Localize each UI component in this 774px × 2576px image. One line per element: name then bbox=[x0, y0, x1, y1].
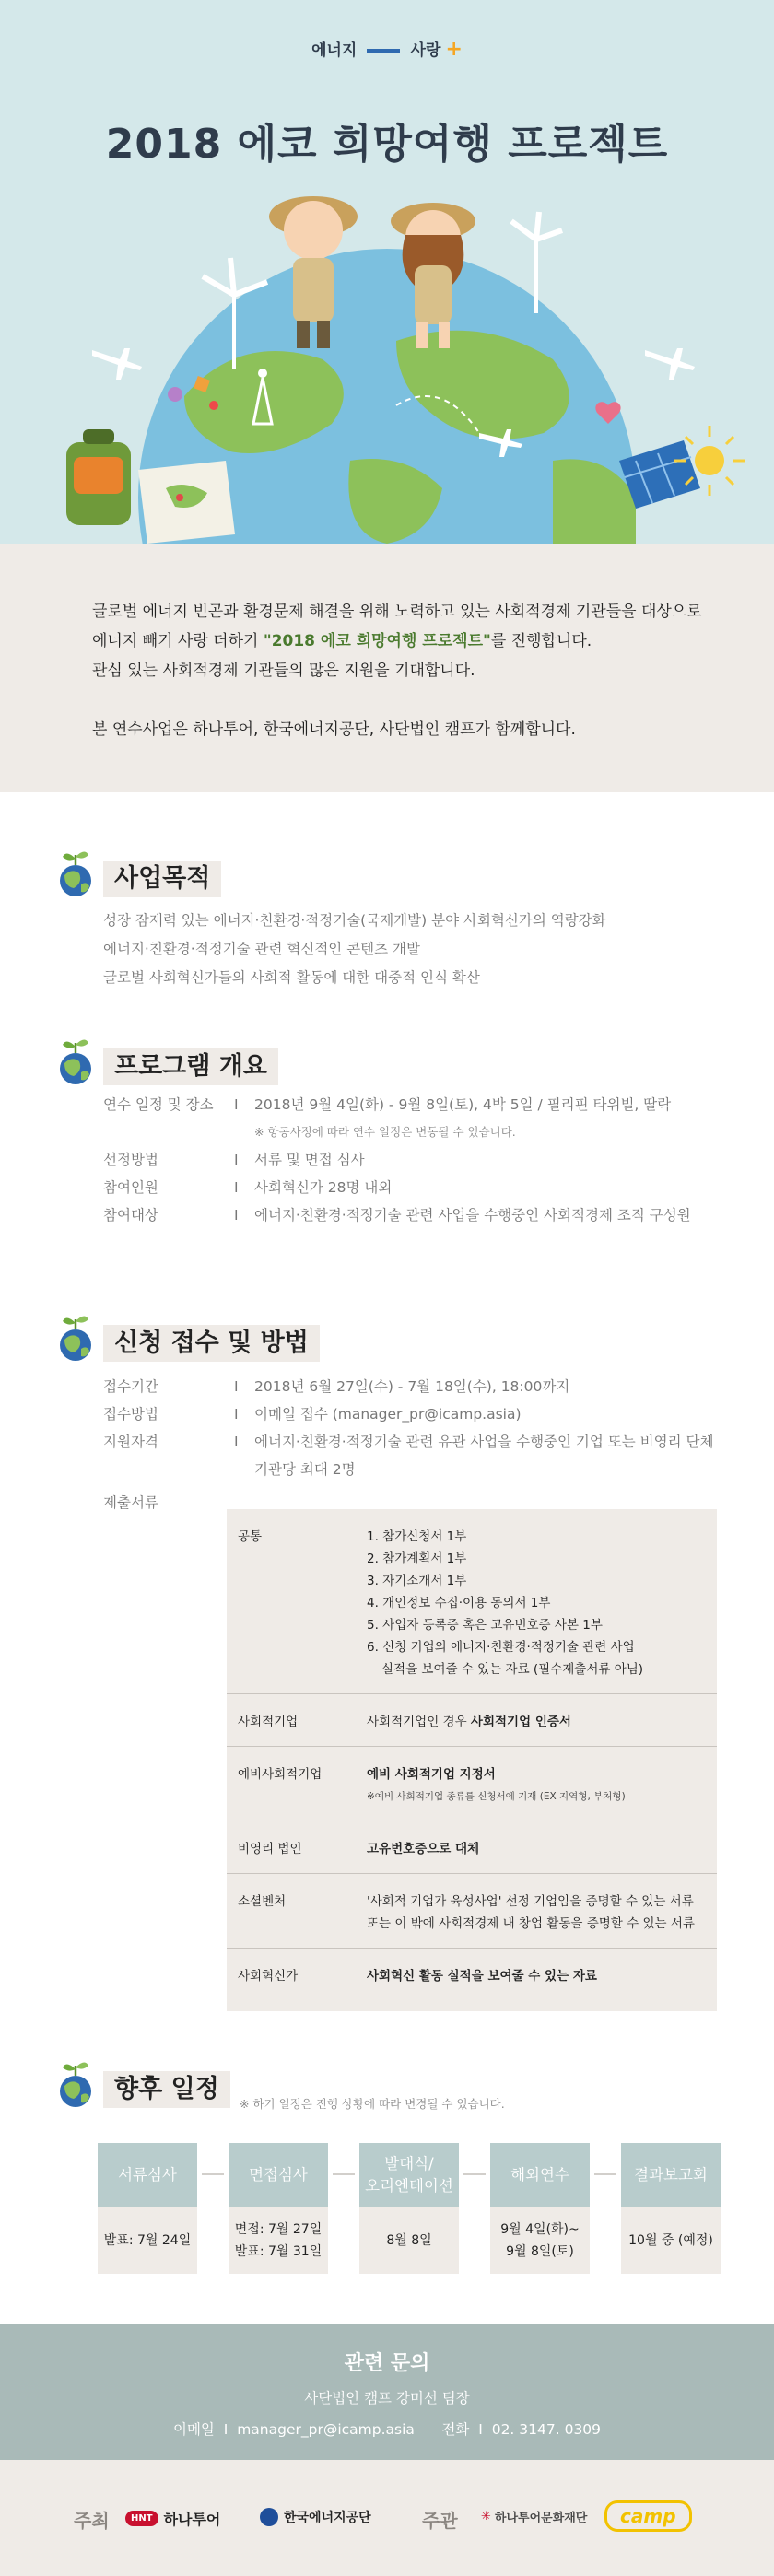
table-row bbox=[227, 1821, 717, 1873]
info-key: 참여인원 bbox=[103, 1179, 158, 1196]
email-link[interactable]: manager_pr@icamp.asia bbox=[237, 2421, 415, 2438]
contact-person: 사단법인 캠프 강미선 팀장 bbox=[304, 2390, 470, 2406]
list-item: 1. 참가신청서 1부 bbox=[367, 1529, 467, 1544]
step-date: 10월 중 (예정) bbox=[621, 2207, 721, 2274]
info-key bbox=[103, 1118, 234, 1146]
info-value: 이메일 접수 (manager_pr@icamp.asia) bbox=[254, 1406, 522, 1423]
phone-number[interactable]: 02. 3147. 0309 bbox=[491, 2421, 602, 2438]
info-value: 2018년 6월 27일(수) - 7월 18일(수), 18:00까지 bbox=[254, 1378, 570, 1395]
footer-sponsors bbox=[0, 2460, 774, 2576]
step-date: 9월 4일(화)~ 9월 8일(토) bbox=[490, 2207, 590, 2274]
energy-agency-logo: 한국에너지공단 bbox=[260, 2508, 371, 2526]
section-title: 프로그램 개요 bbox=[103, 1048, 278, 1085]
doc-requirement bbox=[367, 1509, 717, 1693]
info-value: 기관당 최대 2명 bbox=[254, 1461, 356, 1478]
info-key: 접수방법 bbox=[103, 1406, 158, 1423]
step-title: 발대식/ 오리엔테이션 bbox=[359, 2143, 459, 2207]
info-row bbox=[103, 1456, 770, 1483]
step-title: 서류심사 bbox=[98, 2143, 197, 2207]
doc-requirement bbox=[367, 1694, 717, 1746]
schedule-step bbox=[98, 2143, 197, 2274]
table-row bbox=[227, 1873, 717, 1948]
intro-section bbox=[0, 544, 774, 792]
schedule-step bbox=[621, 2143, 721, 2274]
backpack-icon bbox=[66, 429, 131, 525]
info-row bbox=[103, 1400, 770, 1428]
doc-type: 소셜벤처 bbox=[238, 1894, 287, 1909]
list-item: 5. 사업자 등록증 혹은 고유번호증 사본 1부 bbox=[367, 1618, 603, 1633]
contact-title: 관련 문의 bbox=[344, 2352, 430, 2375]
hero-illustration bbox=[0, 184, 774, 544]
airplane-icon bbox=[92, 348, 142, 380]
table-row bbox=[227, 1509, 717, 1693]
intro-line: 관심 있는 사회적경제 기관들의 많은 지원을 기대합니다. bbox=[92, 662, 475, 680]
list-item: 3. 자기소개서 1부 bbox=[367, 1574, 467, 1588]
info-row bbox=[103, 1428, 770, 1456]
info-key bbox=[103, 1456, 234, 1483]
email-label: 이메일 bbox=[172, 2421, 215, 2438]
apply-section bbox=[0, 1312, 774, 2012]
logo-love-text: 사랑 bbox=[410, 41, 441, 60]
info-separator: I bbox=[234, 1406, 239, 1423]
table-row bbox=[227, 1746, 717, 1821]
purpose-section bbox=[0, 848, 774, 995]
hanatour-foundation-logo: ✳ 하나투어문화재단 bbox=[481, 2510, 588, 2525]
contact-details: 이메일 I manager_pr@icamp.asia 전화 I 02. 3147. 0309 bbox=[172, 2421, 602, 2438]
info-separator: I bbox=[234, 1434, 239, 1450]
hnt-badge: HNT bbox=[125, 2511, 158, 2526]
step-date: 8월 8일 bbox=[359, 2207, 459, 2274]
list-item: 글로벌 사회혁신가들의 사회적 활동에 대한 대중적 인식 확산 bbox=[103, 969, 480, 986]
section-title: 사업목적 bbox=[103, 861, 221, 897]
info-note: ※ 항공사정에 따라 연수 일정은 변동될 수 있습니다. bbox=[254, 1125, 516, 1139]
globe-sprout-icon bbox=[55, 848, 96, 899]
doc-text: 또는 이 밖에 사회적경제 내 창업 활동을 증명할 수 있는 서류 bbox=[367, 1916, 695, 1931]
hero-banner bbox=[0, 0, 774, 544]
doc-text: '사회적 기업가 육성사업' 선정 기업임을 증명할 수 있는 서류 bbox=[367, 1894, 694, 1909]
step-connector bbox=[202, 2173, 224, 2175]
campaign-logo bbox=[0, 37, 774, 61]
step-date: 발표: 7월 24일 bbox=[98, 2207, 197, 2274]
globe-sprout-icon bbox=[55, 2058, 96, 2110]
info-row bbox=[103, 1146, 733, 1174]
intro-line: 본 연수사업은 하나투어, 한국에너지공단, 사단법인 캠프가 함께합니다. bbox=[92, 720, 576, 739]
info-value: 사회혁신가 28명 내외 bbox=[254, 1179, 393, 1196]
info-separator: I bbox=[234, 1207, 239, 1224]
info-value: 서류 및 면접 심사 bbox=[254, 1152, 365, 1168]
schedule-section bbox=[0, 2058, 774, 2270]
hanatour-logo: HNT 하나투어 bbox=[125, 2508, 220, 2529]
info-separator: I bbox=[234, 1152, 239, 1168]
doc-requirement bbox=[367, 1747, 717, 1821]
step-connector bbox=[463, 2173, 486, 2175]
documents-table bbox=[227, 1509, 717, 2011]
table-row bbox=[227, 1693, 717, 1746]
info-key: 접수기간 bbox=[103, 1378, 158, 1395]
info-row bbox=[103, 1373, 770, 1400]
info-key: 제출서류 bbox=[103, 1494, 158, 1511]
doc-type: 사회적기업 bbox=[238, 1715, 299, 1729]
intro-text: 를 진행합니다. bbox=[490, 632, 592, 650]
purpose-list bbox=[103, 907, 606, 992]
schedule-step bbox=[490, 2143, 590, 2274]
dot-icon bbox=[209, 401, 218, 410]
step-date: 면접: 7월 27일 발표: 7월 31일 bbox=[229, 2207, 328, 2274]
program-info-table bbox=[103, 1091, 733, 1229]
camp-logo: camp bbox=[604, 2500, 692, 2532]
map-icon bbox=[138, 461, 235, 544]
foundation-mark-icon: ✳ bbox=[481, 2510, 491, 2523]
logo-energy-text: 에너지 bbox=[311, 41, 358, 60]
info-row bbox=[103, 1201, 733, 1229]
list-item: 4. 개인정보 수집·이용 동의서 1부 bbox=[367, 1596, 551, 1610]
section-title: 향후 일정 bbox=[103, 2071, 230, 2108]
airplane-icon bbox=[645, 348, 695, 380]
step-title: 면접심사 bbox=[229, 2143, 328, 2207]
energy-agency-emblem-icon bbox=[260, 2508, 278, 2526]
list-item: 6. 신청 기업의 에너지·친환경·적정기술 관련 사업 bbox=[367, 1640, 635, 1655]
logo-minus-bar bbox=[367, 49, 400, 53]
table-row bbox=[227, 1948, 717, 2011]
project-name-highlight: "2018 에코 희망여행 프로젝트" bbox=[263, 632, 491, 650]
doc-text-bold: 사회적기업 인증서 bbox=[470, 1715, 571, 1729]
info-separator: I bbox=[234, 1378, 239, 1395]
info-value: 에너지·친환경·적정기술 관련 유관 사업을 수행중인 기업 또는 비영리 단체 bbox=[254, 1434, 714, 1450]
schedule-note: ※ 하기 일정은 진행 상황에 따라 변경될 수 있습니다. bbox=[240, 2097, 505, 2111]
info-row bbox=[103, 1118, 733, 1146]
globe-sprout-icon bbox=[55, 1036, 96, 1087]
page-title: 2018 에코 희망여행 프로젝트 bbox=[105, 121, 669, 168]
info-separator: I bbox=[234, 1096, 239, 1113]
doc-text-bold: 사회혁신 활동 실적을 보여줄 수 있는 자료 bbox=[367, 1969, 597, 1984]
step-connector bbox=[594, 2173, 616, 2175]
info-value: 2018년 9월 4일(화) - 9월 8일(토), 4박 5일 / 필리핀 타위빌, 딸락 bbox=[254, 1096, 672, 1113]
info-key: 참여대상 bbox=[103, 1207, 158, 1224]
doc-type: 예비사회적기업 bbox=[238, 1767, 322, 1782]
schedule-step bbox=[359, 2143, 459, 2274]
info-row bbox=[103, 1091, 733, 1118]
list-item: 실적을 보여줄 수 있는 자료 (필수제출서류 아님) bbox=[381, 1662, 644, 1677]
list-item: 2. 참가계획서 1부 bbox=[367, 1551, 467, 1566]
list-item: 성장 잠재력 있는 에너지·친환경·적정기술(국제개발) 분야 사회혁신가의 역량강화 bbox=[103, 912, 606, 929]
doc-text: 사회적기업인 경우 bbox=[367, 1715, 471, 1729]
info-key: 지원자격 bbox=[103, 1434, 158, 1450]
program-section bbox=[0, 1036, 774, 1257]
info-key: 연수 일정 및 장소 bbox=[103, 1096, 214, 1113]
intro-line: 글로벌 에너지 빈곤과 환경문제 해결을 위해 노력하고 있는 사회적경제 기관들을 대상으로 bbox=[92, 603, 702, 621]
doc-type: 공통 bbox=[238, 1529, 263, 1544]
doc-text-bold: 고유번호증으로 대체 bbox=[367, 1842, 480, 1856]
step-connector bbox=[333, 2173, 355, 2175]
schedule-step bbox=[229, 2143, 328, 2274]
info-row bbox=[103, 1174, 733, 1201]
step-title: 해외연수 bbox=[490, 2143, 590, 2207]
organizer-label: 주관 bbox=[422, 2510, 458, 2532]
apply-info-table bbox=[103, 1373, 770, 1516]
doc-type: 비영리 법인 bbox=[238, 1842, 302, 1856]
logo-plus-icon: + bbox=[445, 38, 463, 61]
intro-text: 에너지 빼기 사랑 더하기 bbox=[92, 632, 264, 650]
phone-label: 전화 bbox=[441, 2421, 470, 2438]
doc-note: ※예비 사회적기업 종류를 신청서에 기재 (EX 지역형, 부처형) bbox=[367, 1791, 626, 1802]
doc-requirement bbox=[367, 1949, 717, 2000]
doc-requirement bbox=[367, 1874, 717, 1948]
info-key: 선정방법 bbox=[103, 1152, 158, 1168]
contact-section bbox=[0, 2324, 774, 2460]
doc-type: 사회혁신가 bbox=[238, 1969, 299, 1984]
schedule-timeline bbox=[98, 2143, 721, 2274]
step-title: 결과보고회 bbox=[621, 2143, 721, 2207]
doc-text-bold: 예비 사회적기업 지정서 bbox=[367, 1767, 496, 1782]
list-item: 에너지·친환경·적정기술 관련 혁신적인 콘텐츠 개발 bbox=[103, 941, 420, 957]
doc-requirement bbox=[367, 1821, 717, 1873]
host-label: 주최 bbox=[74, 2510, 110, 2532]
intro-line bbox=[92, 626, 774, 656]
globe-sprout-icon bbox=[55, 1312, 96, 1364]
info-value: 에너지·친환경·적정기술 관련 사업을 수행중인 사회적경제 조직 구성원 bbox=[254, 1207, 691, 1224]
dot-icon bbox=[168, 387, 182, 402]
section-title: 신청 접수 및 방법 bbox=[103, 1325, 320, 1362]
info-separator: I bbox=[234, 1179, 239, 1196]
